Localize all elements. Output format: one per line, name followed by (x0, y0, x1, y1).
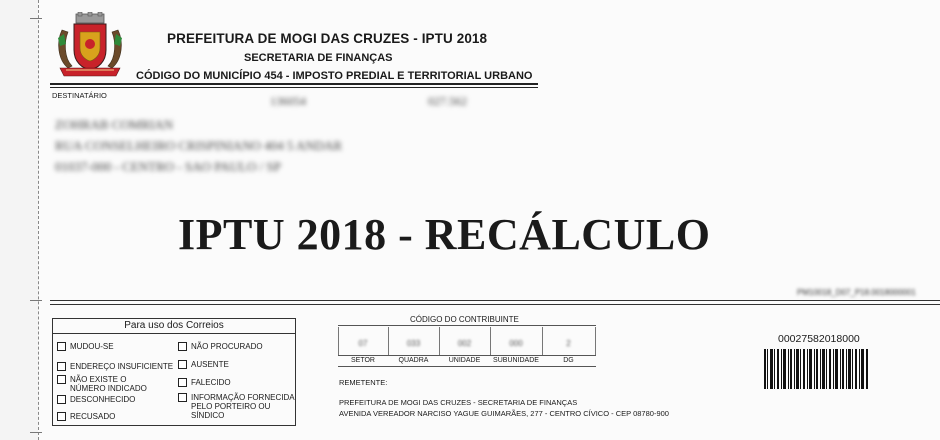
reference-code: PM10018_D07_P18.0018000001 (797, 288, 916, 297)
barcode-number: 00027582018000 (778, 333, 860, 345)
section-divider (50, 300, 940, 301)
checkbox[interactable] (57, 375, 66, 384)
perforation-tick (30, 300, 42, 301)
dg-value: 2 (566, 339, 571, 348)
contributor-grid-mid (338, 355, 596, 356)
correios-option[interactable]: NÃO PROCURADO (178, 342, 263, 351)
checkbox[interactable] (57, 395, 66, 404)
main-title: IPTU 2018 - RECÁLCULO (178, 210, 711, 259)
perforation-tick (30, 18, 42, 19)
header-title: PREFEITURA DE MOGI DAS CRUZES - IPTU 2018 (167, 31, 488, 46)
unidade-label: UNIDADE (448, 357, 481, 364)
header-rule-thin (50, 87, 538, 88)
header-code-line: CÓDIGO DO MUNICÍPIO 454 - IMPOSTO PREDIAL E TERRITORIAL URBANO (136, 70, 533, 82)
setor-value: 07 (358, 339, 368, 348)
contributor-grid-bottom (338, 366, 596, 367)
checkbox[interactable] (178, 360, 187, 369)
quadra-value: 033 (406, 339, 421, 348)
barcode-icon (764, 349, 868, 389)
perforation-tick (30, 432, 42, 433)
sender-label: REMETENTE: (339, 378, 388, 387)
correios-option[interactable]: DESCONHECIDO (57, 395, 135, 404)
correios-option[interactable]: AUSENTE (178, 360, 229, 369)
checkbox[interactable] (57, 412, 66, 421)
correios-option[interactable]: RECUSADO (57, 412, 115, 421)
correios-title: Para uso dos Correios (53, 319, 295, 334)
correios-box (52, 318, 296, 426)
checkbox[interactable] (57, 342, 66, 351)
correios-option[interactable]: NÃO EXISTE O NÚMERO INDICADO (57, 375, 147, 393)
checkbox[interactable] (178, 378, 187, 387)
setor-label: SETOR (351, 357, 375, 364)
subunidade-label: SUBUNIDADE (493, 357, 539, 364)
perforation-line (38, 0, 39, 440)
correios-option[interactable]: INFORMAÇÃO FORNECIDA PELO PORTEIRO OU SÍNDICO (178, 393, 295, 420)
header-subtitle: SECRETARIA DE FINANÇAS (244, 52, 393, 64)
quadra-label: QUADRA (398, 357, 429, 364)
header-rule (50, 83, 538, 85)
correios-option[interactable]: FALECIDO (178, 378, 231, 387)
checkbox[interactable] (57, 362, 66, 371)
checkbox[interactable] (178, 393, 187, 402)
dg-label: DG (563, 357, 574, 364)
recipient-id-right: 027.562 (428, 94, 467, 108)
correios-option[interactable]: MUDOU-SE (57, 342, 114, 351)
contributor-grid-top (338, 325, 596, 326)
sender-line-1: PREFEITURA DE MOGI DAS CRUZES - SECRETARIA DE FINANÇAS (339, 398, 578, 407)
recipient-street: RUA CONSELHEIRO CRISPINIANO 404 5 ANDAR (55, 138, 343, 153)
unidade-value: 002 (457, 339, 472, 348)
contributor-code-title: CÓDIGO DO CONTRIBUINTE (410, 315, 519, 324)
recipient-label: DESTINATÁRIO (52, 91, 107, 100)
checkbox[interactable] (178, 342, 187, 351)
correios-option[interactable]: ENDEREÇO INSUFICIENTE (57, 362, 173, 371)
recipient-id-left: 136054 (270, 94, 306, 108)
section-divider (50, 304, 940, 305)
recipient-name: ZOHRAB COMRIAN (55, 117, 174, 132)
subunidade-value: 000 (509, 339, 523, 348)
recipient-city: 01037-000 - CENTRO - SAO PAULO / SP (55, 159, 281, 174)
sender-line-2: AVENIDA VEREADOR NARCISO YAGUE GUIMARÃES, 277 - CENTRO CÍVICO - CEP 08780-900 (339, 409, 669, 418)
coat-of-arms-icon (54, 12, 126, 78)
